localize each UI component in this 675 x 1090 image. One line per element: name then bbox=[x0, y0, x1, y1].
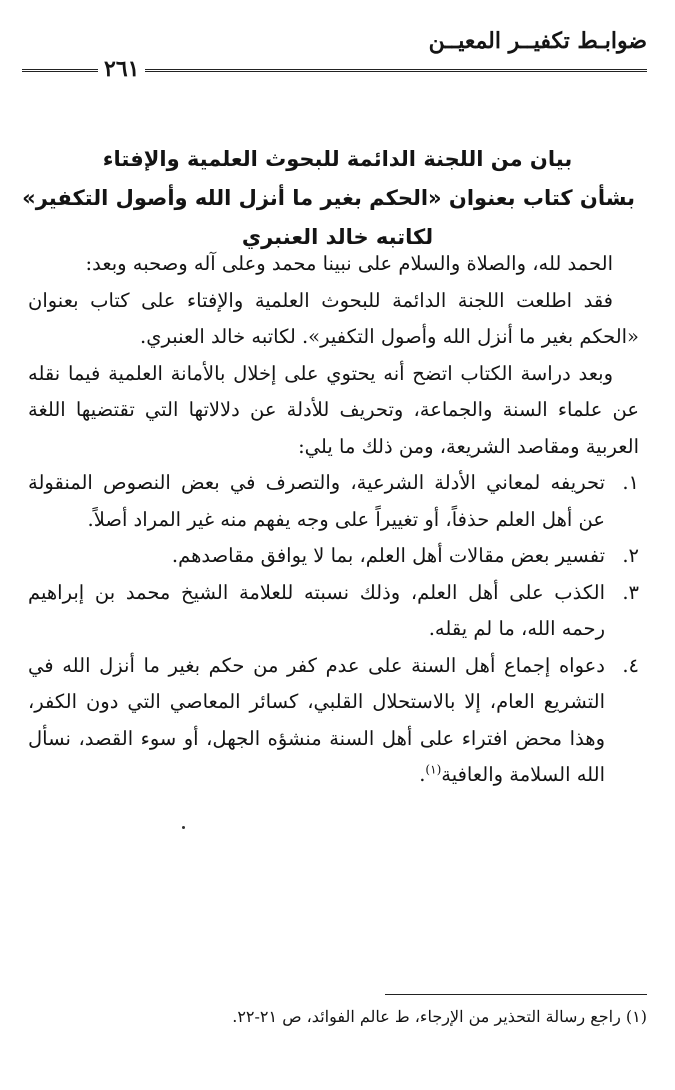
list-item-text: تفسير بعض مقالات أهل العلم، بما لا يوافق مقاصدهم. bbox=[171, 544, 605, 567]
footnote bbox=[28, 1004, 647, 1030]
list-item-text: دعواه إجماع أهل السنة على عدم كفر من حكم بغير ما أنزل الله في التشريع العام، إلا بالاستحلال القلبي، كسائر المعاصي التي دون الكفر، وهذا محض افتراء على أهل السنة منشؤه الجهل، أو سوء القصد، نسأل الله السلامة والعافية bbox=[28, 653, 605, 786]
list-item-number: ٤. bbox=[622, 653, 639, 677]
list-item bbox=[28, 538, 639, 575]
title-line-1: بيان من اللجنة الدائمة للبحوث العلمية والإفتاء bbox=[102, 147, 573, 171]
intro-paragraph: الحمد لله، والصلاة والسلام على نبينا محمد وعلى آله وصحبه وبعد: bbox=[85, 252, 613, 275]
list-item bbox=[28, 648, 639, 794]
page-number: ٢٦١ bbox=[98, 56, 145, 82]
list-item-text: الكذب على أهل العلم، وذلك نسبته للعلامة الشيخ محمد بن إبراهيم رحمه الله، ما لم يقله. bbox=[28, 580, 605, 640]
list-item-end: . bbox=[419, 763, 426, 786]
footnote-text: راجع رسالة التحذير من الإرجاء، ط عالم الفوائد، ص ٢١-٢٢. bbox=[232, 1007, 621, 1026]
title-line-3: لكاتبه خالد العنبري bbox=[241, 225, 434, 249]
footnote-divider bbox=[385, 994, 647, 995]
paragraph-1: فقد اطلعت اللجنة الدائمة للبحوث العلمية والإفتاء على كتاب بعنوان «الحكم بغير ما أنزل الله وأصول التكفير». لكاتبه خالد العنبري. bbox=[28, 288, 639, 348]
list-item-text: تحريفه لمعاني الأدلة الشرعية، والتصرف في بعض النصوص المنقولة عن أهل العلم حذفاً، أو تغييراً على وجه يفهم منه غير المراد أصلاً. bbox=[28, 471, 605, 531]
title-line-2: بشأن كتاب بعنوان «الحكم بغير ما أنزل الله وأصول التكفير» bbox=[22, 186, 635, 210]
footnote-reference[interactable]: (١) bbox=[425, 762, 442, 777]
list-item-number: ٢. bbox=[622, 544, 639, 567]
running-header bbox=[22, 28, 647, 88]
statement-title bbox=[22, 140, 635, 257]
body-text bbox=[28, 246, 639, 794]
list-item-number: ٣. bbox=[622, 580, 639, 604]
list-item-number: ١. bbox=[622, 471, 639, 494]
footnote-marker: (١) bbox=[625, 1007, 647, 1026]
list-item bbox=[28, 575, 639, 648]
header-book-title: ضوابـط تكفيــر المعيــن bbox=[428, 28, 647, 54]
list-item bbox=[28, 465, 639, 538]
points-list bbox=[28, 465, 639, 794]
paragraph-2: وبعد دراسة الكتاب اتضح أنه يحتوي على إخلال بالأمانة العلمية فيما نقله عن علماء السنة والجماعة، وتحريف للأدلة عن دلالاتها التي تقتضيها اللغة العربية ومقاصد الشريعة، ومن ذلك ما يلي: bbox=[28, 361, 639, 458]
stray-dot bbox=[182, 826, 185, 829]
